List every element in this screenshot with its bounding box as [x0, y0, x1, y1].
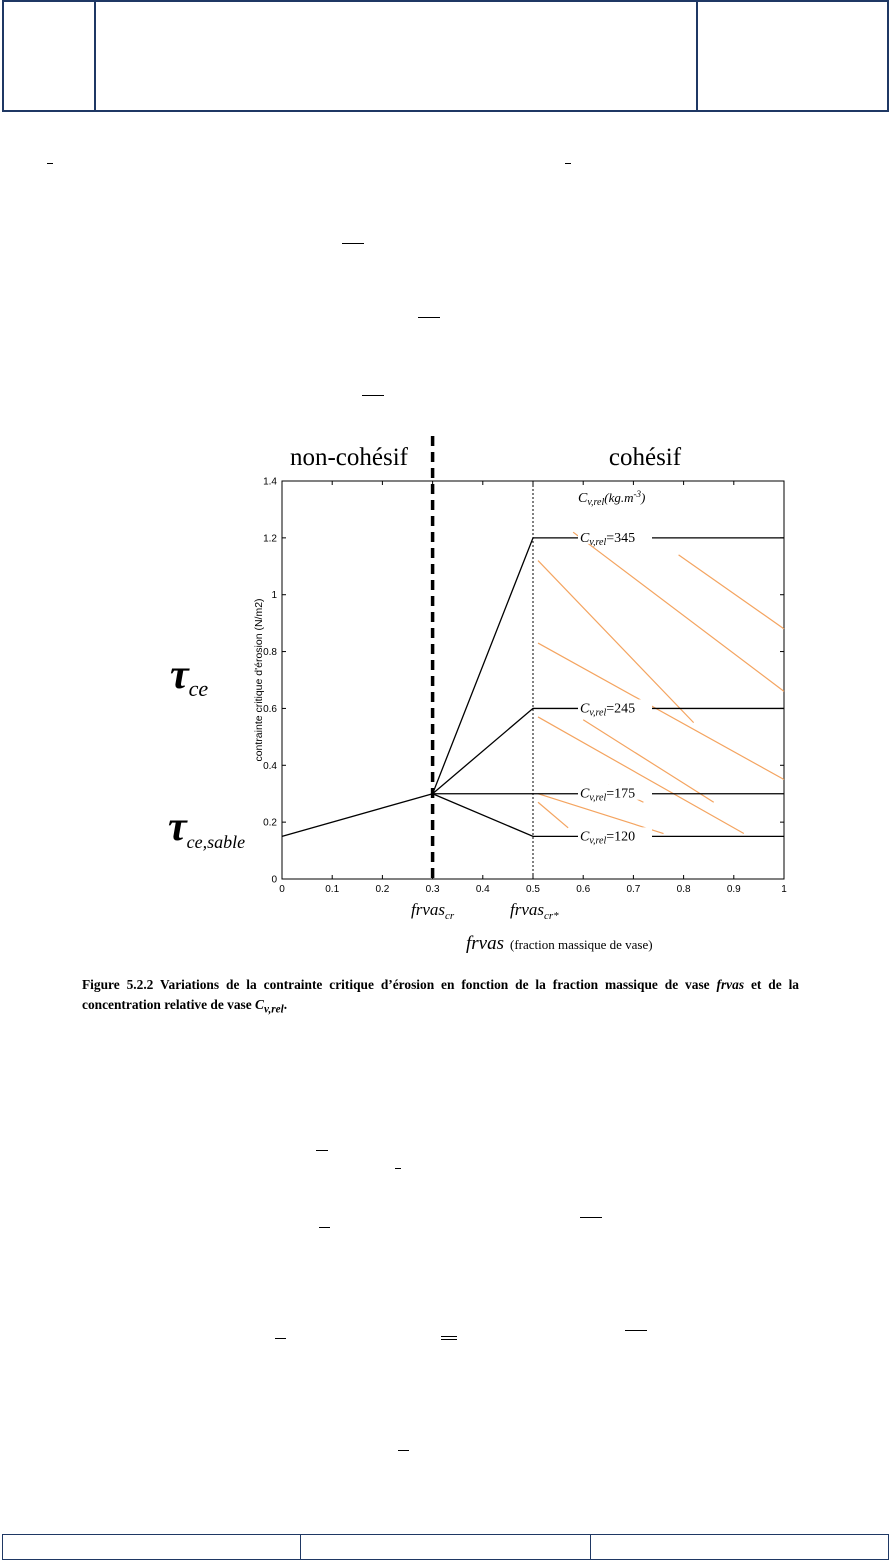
- y-tick-label: 0.2: [263, 817, 277, 829]
- caption-cvrel-sub: v,rel: [263, 1003, 284, 1016]
- x-tick-label: 0.8: [676, 884, 691, 895]
- hatch-line: [573, 532, 784, 691]
- x-tick-label: 0.2: [375, 884, 390, 895]
- x-tick-label: 0.6: [576, 884, 591, 895]
- y-tick-label: 1.4: [263, 476, 277, 488]
- y-axis-label: contrainte critique d'érosion (N/m2): [253, 598, 265, 762]
- formula-bar: [441, 1339, 457, 1340]
- footer-cell-right: [591, 1535, 888, 1559]
- tau-ce-sable-label: τce,sable: [168, 804, 246, 852]
- frvas-cr-label: frvas$_{cr}$: [411, 900, 455, 922]
- series-label: $C_{v,rel}=245$: [580, 701, 636, 719]
- x-axis-label: frvas (fraction massique de vase): [466, 933, 653, 954]
- series-label: $C_{v,rel}=345$: [580, 530, 636, 548]
- y-tick-label: 1.2: [263, 533, 277, 545]
- series-line: [433, 708, 784, 793]
- x-tick-label: 0.5: [526, 884, 540, 895]
- formula-bar: [395, 1168, 401, 1169]
- vertical-markers: [433, 436, 533, 879]
- hatch-line: [679, 555, 784, 629]
- formula-bar: [316, 1150, 328, 1151]
- series-labels: [578, 529, 652, 847]
- region-label-cohesive: cohésif: [608, 444, 682, 471]
- footer-cell-middle: [301, 1535, 591, 1559]
- tau-ce-label: τce: [170, 652, 209, 701]
- y-tick-label: 0: [271, 874, 277, 886]
- y-tick-label: 0.8: [263, 647, 277, 659]
- x-tick-label: 0: [279, 884, 285, 895]
- hatch-line: [538, 802, 568, 828]
- hatch-line: [538, 717, 744, 834]
- formula-bar: [398, 1450, 409, 1451]
- caption-text-1: Variations de la contrainte critique d’érosion en fonction de la fraction massique de vase: [153, 977, 717, 992]
- x-tick-label: 0.3: [425, 884, 440, 895]
- formula-bar: [441, 1336, 457, 1337]
- series-label: $C_{v,rel}=175$: [580, 786, 636, 804]
- plot-frame: [282, 481, 784, 879]
- x-tick-label: 0.4: [475, 884, 490, 895]
- series-line: [433, 538, 784, 794]
- caption-end: .: [283, 997, 288, 1012]
- formula-bar: [580, 1217, 602, 1218]
- footer-cell-left: [3, 1535, 301, 1559]
- x-tick-label: 0.9: [726, 884, 741, 895]
- frvas-cr-star-label: frvas$_{cr*}$: [510, 900, 559, 922]
- x-tick-label: 0.1: [325, 884, 340, 895]
- series-label: $C_{v,rel}=120$: [580, 829, 636, 847]
- caption-cvrel: C: [255, 997, 264, 1012]
- sand-segment-line: [282, 794, 433, 837]
- y-tick-label: 1: [271, 590, 277, 602]
- caption-number: Figure 5.2.2: [82, 977, 154, 992]
- caption-frvas: frvas: [716, 977, 745, 992]
- x-tick-label: 0.7: [626, 884, 641, 895]
- cvrel-unit-label: $C_{v,rel}(kg.m^{-3})$: [578, 489, 646, 508]
- x-tick-label: 1: [781, 884, 787, 895]
- formula-bar: [319, 1227, 330, 1228]
- hatch-pattern: [538, 532, 784, 833]
- y-tick-label: 0.4: [263, 760, 277, 772]
- page-footer-table: [2, 1534, 889, 1560]
- figure-caption: [82, 975, 799, 1020]
- hatch-line: [538, 561, 694, 723]
- formula-bar: [275, 1338, 286, 1339]
- formula-bar: [625, 1330, 647, 1331]
- y-tick-label: 0.6: [263, 703, 277, 715]
- x-axis-ticks: [279, 481, 787, 895]
- region-label-noncohesive: non-cohésif: [289, 444, 409, 471]
- caption-text-2: et de la concentration relative de vase: [82, 977, 799, 1012]
